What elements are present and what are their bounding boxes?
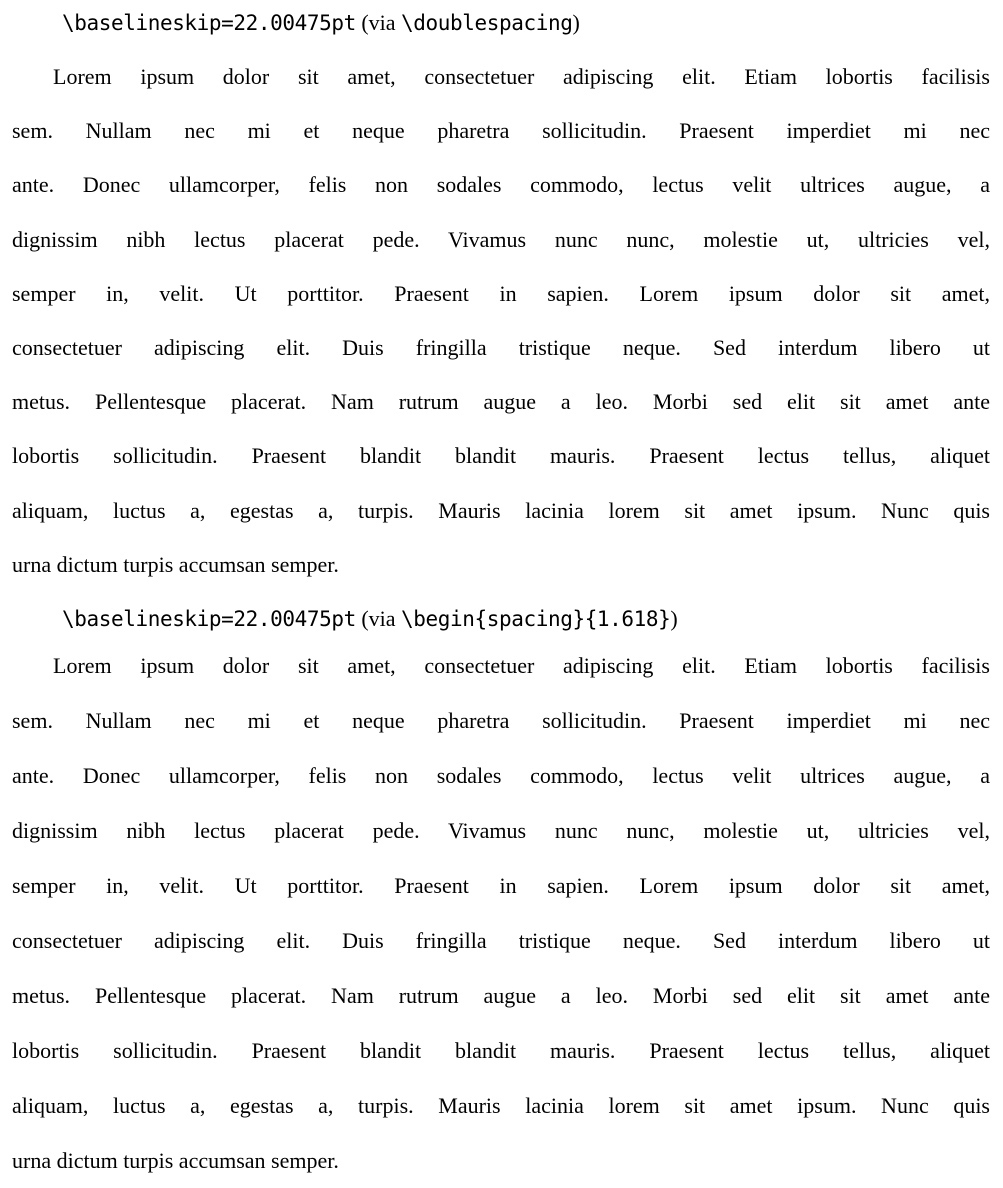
section-doublespacing xyxy=(12,0,990,592)
close-paren: ) xyxy=(572,10,580,35)
text-line: sem. Nullam nec mi et neque pharetra sollicitudin. Praesent imperdiet mi nec xyxy=(12,707,990,733)
text-line: urna dictum turpis accumsan semper. xyxy=(12,1147,339,1173)
text-line: metus. Pellentesque placerat. Nam rutrum augue a leo. Morbi sed elit sit amet ante xyxy=(12,982,990,1008)
code-doublespacing-command: \doublespacing xyxy=(401,11,573,35)
text-line: lobortis sollicitudin. Praesent blandit blandit mauris. Praesent lectus tellus, aliquet xyxy=(12,443,990,469)
text-line: metus. Pellentesque placerat. Nam rutrum augue a leo. Morbi sed elit sit amet ante xyxy=(12,389,990,415)
text-line: ante. Donec ullamcorper, felis non sodales commodo, lectus velit ultrices augue, a xyxy=(12,762,990,788)
text-line: semper in, velit. Ut porttitor. Praesent in sapien. Lorem ipsum dolor sit amet, xyxy=(12,280,990,306)
text-line: consectetuer adipiscing elit. Duis fringilla tristique neque. Sed interdum libero ut xyxy=(12,334,990,360)
via-label: (via xyxy=(355,10,402,35)
text-line: Lorem ipsum dolor sit amet, consectetuer adipiscing elit. Etiam lobortis facilisis xyxy=(53,652,990,678)
text-line: aliquam, luctus a, egestas a, turpis. Mauris lacinia lorem sit amet ipsum. Nunc quis xyxy=(12,497,990,523)
text-line: dignissim nibh lectus placerat pede. Vivamus nunc nunc, molestie ut, ultricies vel, xyxy=(12,817,990,843)
via-label: (via xyxy=(355,605,402,631)
section-spacing-env xyxy=(12,592,990,1188)
text-line: lobortis sollicitudin. Praesent blandit blandit mauris. Praesent lectus tellus, aliquet xyxy=(12,1037,990,1063)
code-baselineskip-value: \baselineskip=22.00475pt xyxy=(62,11,356,35)
text-line: dignissim nibh lectus placerat pede. Vivamus nunc nunc, molestie ut, ultricies vel, xyxy=(12,226,990,252)
text-line: semper in, velit. Ut porttitor. Praesent in sapien. Lorem ipsum dolor sit amet, xyxy=(12,872,990,898)
text-line: consectetuer adipiscing elit. Duis fringilla tristique neque. Sed interdum libero ut xyxy=(12,927,990,953)
text-line: sem. Nullam nec mi et neque pharetra sollicitudin. Praesent imperdiet mi nec xyxy=(12,118,990,144)
code-baselineskip-value: \baselineskip=22.00475pt xyxy=(62,606,356,631)
paragraph-doublespacing xyxy=(12,50,990,592)
heading-doublespacing xyxy=(12,0,990,50)
close-paren: ) xyxy=(670,605,678,631)
text-line: urna dictum turpis accumsan semper. xyxy=(12,551,339,577)
paragraph-spacing-env xyxy=(12,638,990,1188)
code-spacing-env-command: \begin{spacing}{1.618} xyxy=(401,606,671,631)
text-line: Lorem ipsum dolor sit amet, consectetuer adipiscing elit. Etiam lobortis facilisis xyxy=(53,64,990,89)
text-line: ante. Donec ullamcorper, felis non sodales commodo, lectus velit ultrices augue, a xyxy=(12,172,990,198)
text-line: aliquam, luctus a, egestas a, turpis. Mauris lacinia lorem sit amet ipsum. Nunc quis xyxy=(12,1092,990,1118)
